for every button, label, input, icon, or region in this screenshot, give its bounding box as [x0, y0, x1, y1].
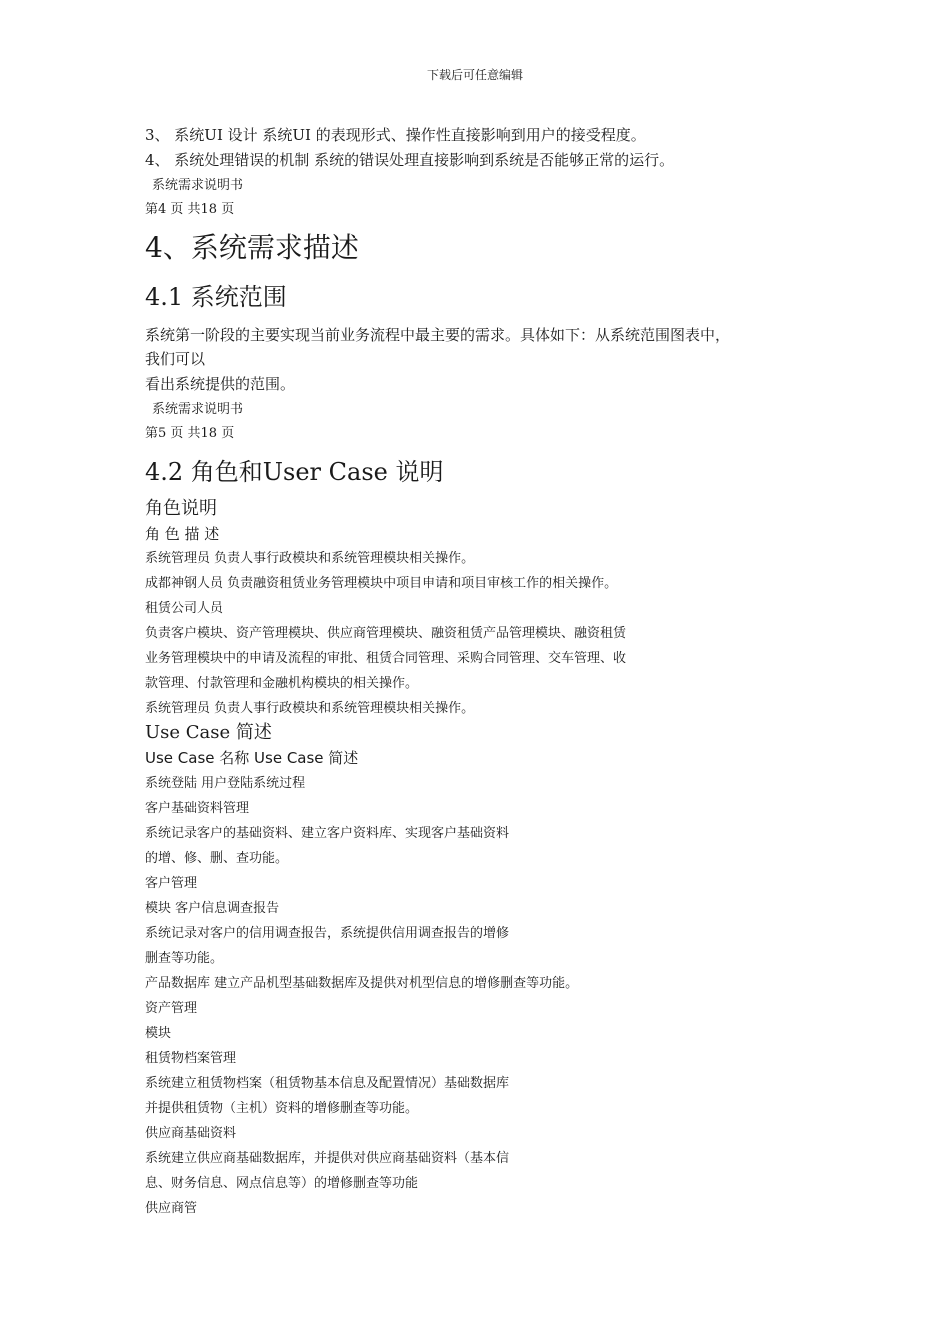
- text-line: Use Case 简述: [145, 722, 272, 743]
- text-line: 3、 系统UI 设计 系统UI 的表现形式、操作性直接影响到用户的接受程度。: [145, 126, 646, 144]
- text-line: 系统记录对客户的信用调查报告，系统提供信用调查报告的增修: [145, 926, 510, 941]
- text-line: 租赁公司人员: [145, 601, 224, 616]
- text-line: 供应商基础资料: [145, 1126, 237, 1141]
- text-line: 4.2 角色和User Case 说明: [145, 458, 444, 486]
- text-line: Use Case 名称 Use Case 简述: [145, 749, 359, 767]
- text-line: 供应商管: [145, 1201, 198, 1216]
- text-line: 第5 页 共18 页: [145, 426, 235, 441]
- text-line: 模块 客户信息调查报告: [145, 901, 280, 916]
- text-line: 模块: [145, 1026, 172, 1041]
- text-line: 系统需求说明书: [152, 402, 244, 417]
- text-line: 第4 页 共18 页: [145, 202, 235, 217]
- text-line: 系统管理员 负责人事行政模块和系统管理模块相关操作。: [145, 701, 475, 716]
- text-line: 息、财务信息、网点信息等）的增修删查等功能: [145, 1176, 419, 1191]
- text-line: 的增、修、删、查功能。: [145, 851, 289, 866]
- text-line: 系统记录客户的基础资料、建立客户资料库、实现客户基础资料: [145, 826, 510, 841]
- text-line: 资产管理: [145, 1001, 198, 1016]
- text-line: 客户基础资料管理: [145, 801, 250, 816]
- text-line: 成都神钢人员 负责融资租赁业务管理模块中项目申请和项目审核工作的相关操作。: [145, 576, 618, 591]
- text-line: 系统建立供应商基础数据库，并提供对供应商基础资料（基本信: [145, 1151, 510, 1166]
- text-line: 负责客户模块、资产管理模块、供应商管理模块、融资租赁产品管理模块、融资租赁: [145, 626, 627, 641]
- text-line: 租赁物档案管理: [145, 1051, 237, 1066]
- text-line: 客户管理: [145, 876, 198, 891]
- text-line: 角色说明: [145, 498, 217, 519]
- text-line: 产品数据库 建立产品机型基础数据库及提供对机型信息的增修删查等功能。: [145, 976, 579, 991]
- text-line: 系统需求说明书: [152, 178, 244, 193]
- text-line: 系统登陆 用户登陆系统过程: [145, 776, 306, 791]
- text-line: 系统第一阶段的主要实现当前业务流程中最主要的需求。具体如下：从系统范围图表中，: [145, 326, 731, 344]
- text-line: 看出系统提供的范围。: [145, 375, 296, 393]
- text-line: 角 色 描 述: [145, 525, 220, 543]
- text-line: 4.1 系统范围: [145, 283, 287, 311]
- text-line: 4、 系统处理错误的机制 系统的错误处理直接影响到系统是否能够正常的运行。: [145, 151, 675, 169]
- text-line: 系统管理员 负责人事行政模块和系统管理模块相关操作。: [145, 551, 475, 566]
- page-header: 下载后可任意编辑: [426, 68, 523, 82]
- text-line: 我们可以: [145, 350, 206, 368]
- text-line: 4、系统需求描述: [145, 231, 359, 264]
- text-line: 款管理、付款管理和金融机构模块的相关操作。: [145, 676, 419, 691]
- text-line: 业务管理模块中的申请及流程的审批、租赁合同管理、采购合同管理、交车管理、收: [145, 651, 627, 666]
- text-line: 系统建立租赁物档案（租赁物基本信息及配置情况）基础数据库: [145, 1076, 510, 1091]
- text-line: 并提供租赁物（主机）资料的增修删查等功能。: [145, 1101, 419, 1116]
- text-line: 删查等功能。: [145, 951, 224, 966]
